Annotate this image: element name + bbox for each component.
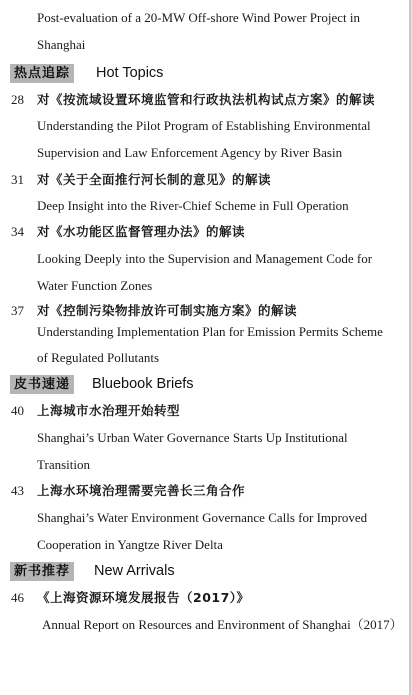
page-number: 46 bbox=[11, 590, 24, 605]
entry-title-en: Transition bbox=[37, 457, 90, 472]
entry-title-en: Looking Deeply into the Supervision and Management Code for bbox=[37, 251, 373, 266]
entry-title-en: Cooperation in Yangtze River Delta bbox=[37, 537, 223, 552]
section-label-en: New Arrivals bbox=[94, 563, 175, 579]
entry-title-cn: 上海城市水治理开始转型 bbox=[37, 403, 181, 418]
entry-title-cn: 对《按流域设置环境监管和行政执法机构试点方案》的解读 bbox=[37, 92, 376, 107]
entry-title-en: Annual Report on Resources and Environment of Shanghai（2017） bbox=[42, 617, 403, 632]
entry-title-cn: 对《关于全面推行河长制的意见》的解读 bbox=[37, 172, 272, 187]
page-number: 37 bbox=[11, 303, 24, 318]
entry-title-en: Post-evaluation of a 20-MW Off-shore Wind Power Project in bbox=[37, 10, 360, 25]
entry-title-cn: 《上海资源环境发展报告（2017）》 bbox=[37, 590, 250, 605]
entry-title-en: Understanding the Pilot Program of Establishing Environmental bbox=[37, 118, 371, 133]
page-number: 31 bbox=[11, 172, 24, 187]
page-number: 28 bbox=[11, 92, 24, 107]
entry-title-en: Water Function Zones bbox=[37, 278, 153, 293]
entry-title-en: Understanding Implementation Plan for Emission Permits Scheme bbox=[37, 324, 383, 339]
entry-title-en: Deep Insight into the River-Chief Scheme in Full Operation bbox=[37, 198, 349, 213]
page-number: 34 bbox=[11, 224, 24, 239]
section-label-cn: 新书推荐 bbox=[10, 562, 74, 581]
section-label-cn: 皮书速递 bbox=[10, 375, 74, 394]
page-number: 43 bbox=[11, 483, 24, 498]
entry-title-en: Shanghai’s Water Environment Governance Calls for Improved bbox=[37, 510, 368, 525]
entry-title-en: Shanghai bbox=[37, 37, 86, 52]
entry-title-en: of Regulated Pollutants bbox=[37, 350, 160, 365]
section-label-cn: 热点追踪 bbox=[10, 64, 74, 83]
entry-title-cn: 对《水功能区监督管理办法》的解读 bbox=[37, 224, 246, 239]
entry-title-cn: 上海水环境治理需要完善长三角合作 bbox=[37, 483, 246, 498]
entry-title-en: Shanghai’s Urban Water Governance Starts Up Institutional bbox=[37, 430, 348, 445]
page-number: 40 bbox=[11, 403, 24, 418]
entry-title-cn: 对《控制污染物排放许可制实施方案》的解读 bbox=[37, 303, 298, 318]
entry-title-en: Supervision and Law Enforcement Agency by River Basin bbox=[37, 145, 343, 160]
section-label-en: Hot Topics bbox=[96, 65, 164, 81]
section-label-en: Bluebook Briefs bbox=[92, 376, 194, 392]
